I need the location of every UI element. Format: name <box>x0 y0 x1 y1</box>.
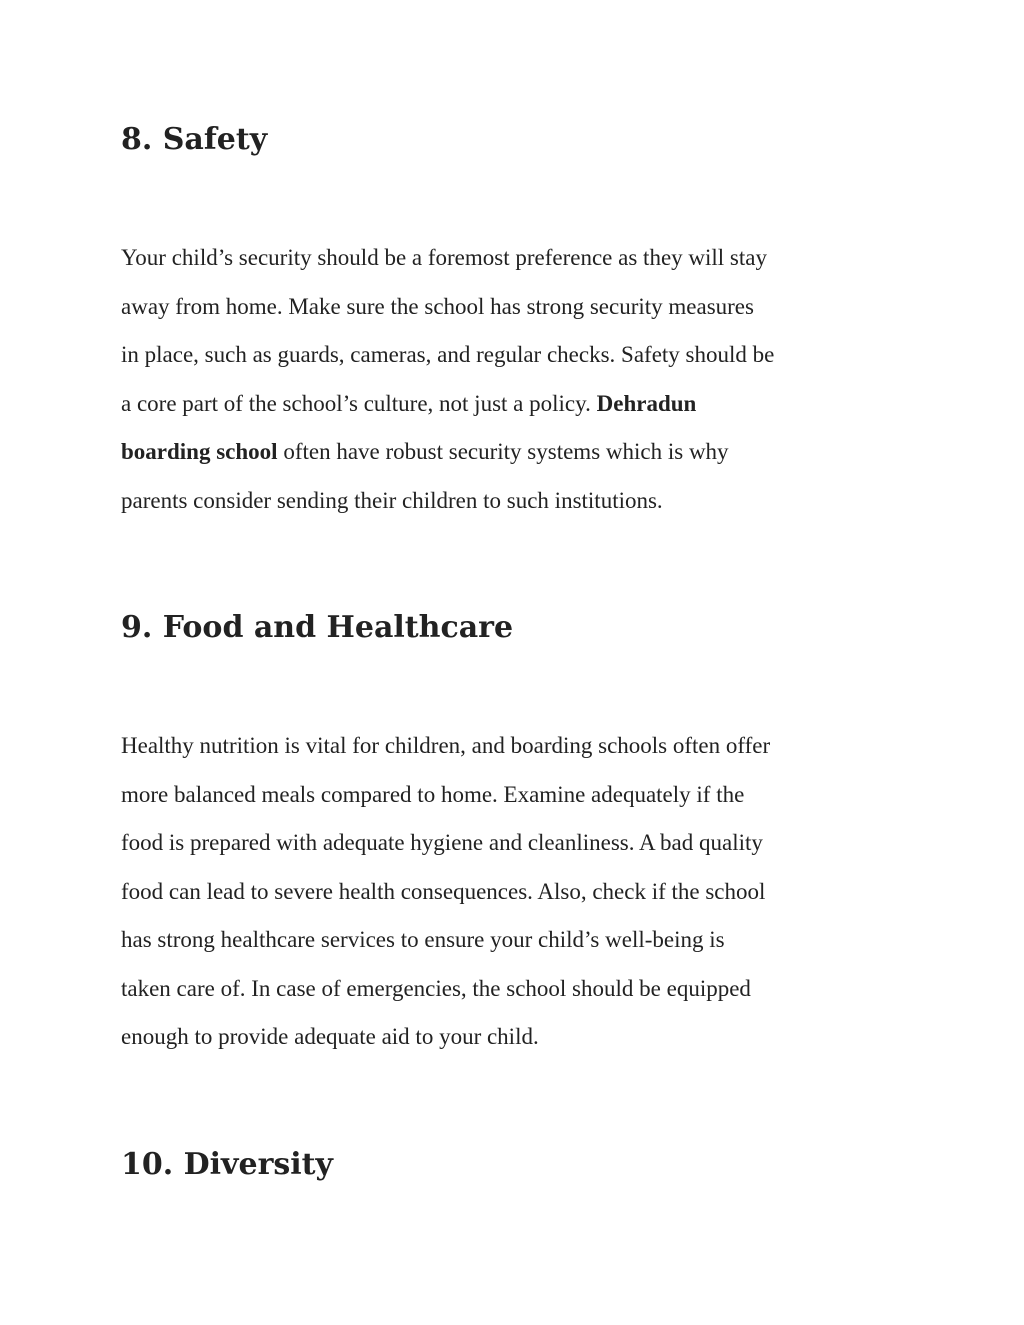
text-line: parents consider sending their children to such institutions. <box>121 487 663 513</box>
text-line: more balanced meals compared to home. Examine adequately if the <box>121 781 745 807</box>
text-line: food can lead to severe health consequences. Also, check if the school <box>121 878 766 904</box>
paragraph-safety <box>121 234 911 525</box>
bold-keyword-dehradun: Dehradun <box>596 390 697 416</box>
section-heading-diversity: 10. Diversity <box>121 1147 333 1182</box>
text-line: Healthy nutrition is vital for children, and boarding schools often offer <box>121 733 771 758</box>
text-segment: a core part of the school’s culture, not just a policy. <box>121 390 597 416</box>
text-line: in place, such as guards, cameras, and regular checks. Safety should be <box>121 342 775 367</box>
text-line <box>121 428 911 477</box>
text-line: has strong healthcare services to ensure your child’s well-being is <box>121 927 725 952</box>
text-segment: often have robust security systems which is why <box>277 439 729 464</box>
text-line: Your child’s security should be a foremost preference as they will stay <box>121 245 767 270</box>
section-heading-food-and-healthcare: 9. Food and Healthcare <box>121 610 514 645</box>
text-line: food is prepared with adequate hygiene and cleanliness. A bad quality <box>121 830 763 855</box>
text-line: taken care of. In case of emergencies, the school should be equipped <box>121 975 751 1001</box>
section-heading-safety: 8. Safety <box>121 122 268 157</box>
bold-keyword-boarding-school: boarding school <box>121 439 278 464</box>
text-line: enough to provide adequate aid to your child. <box>121 1024 539 1049</box>
text-line <box>121 380 911 429</box>
paragraph-food-and-healthcare <box>121 722 911 1062</box>
text-line: away from home. Make sure the school has strong security measures <box>121 293 754 319</box>
